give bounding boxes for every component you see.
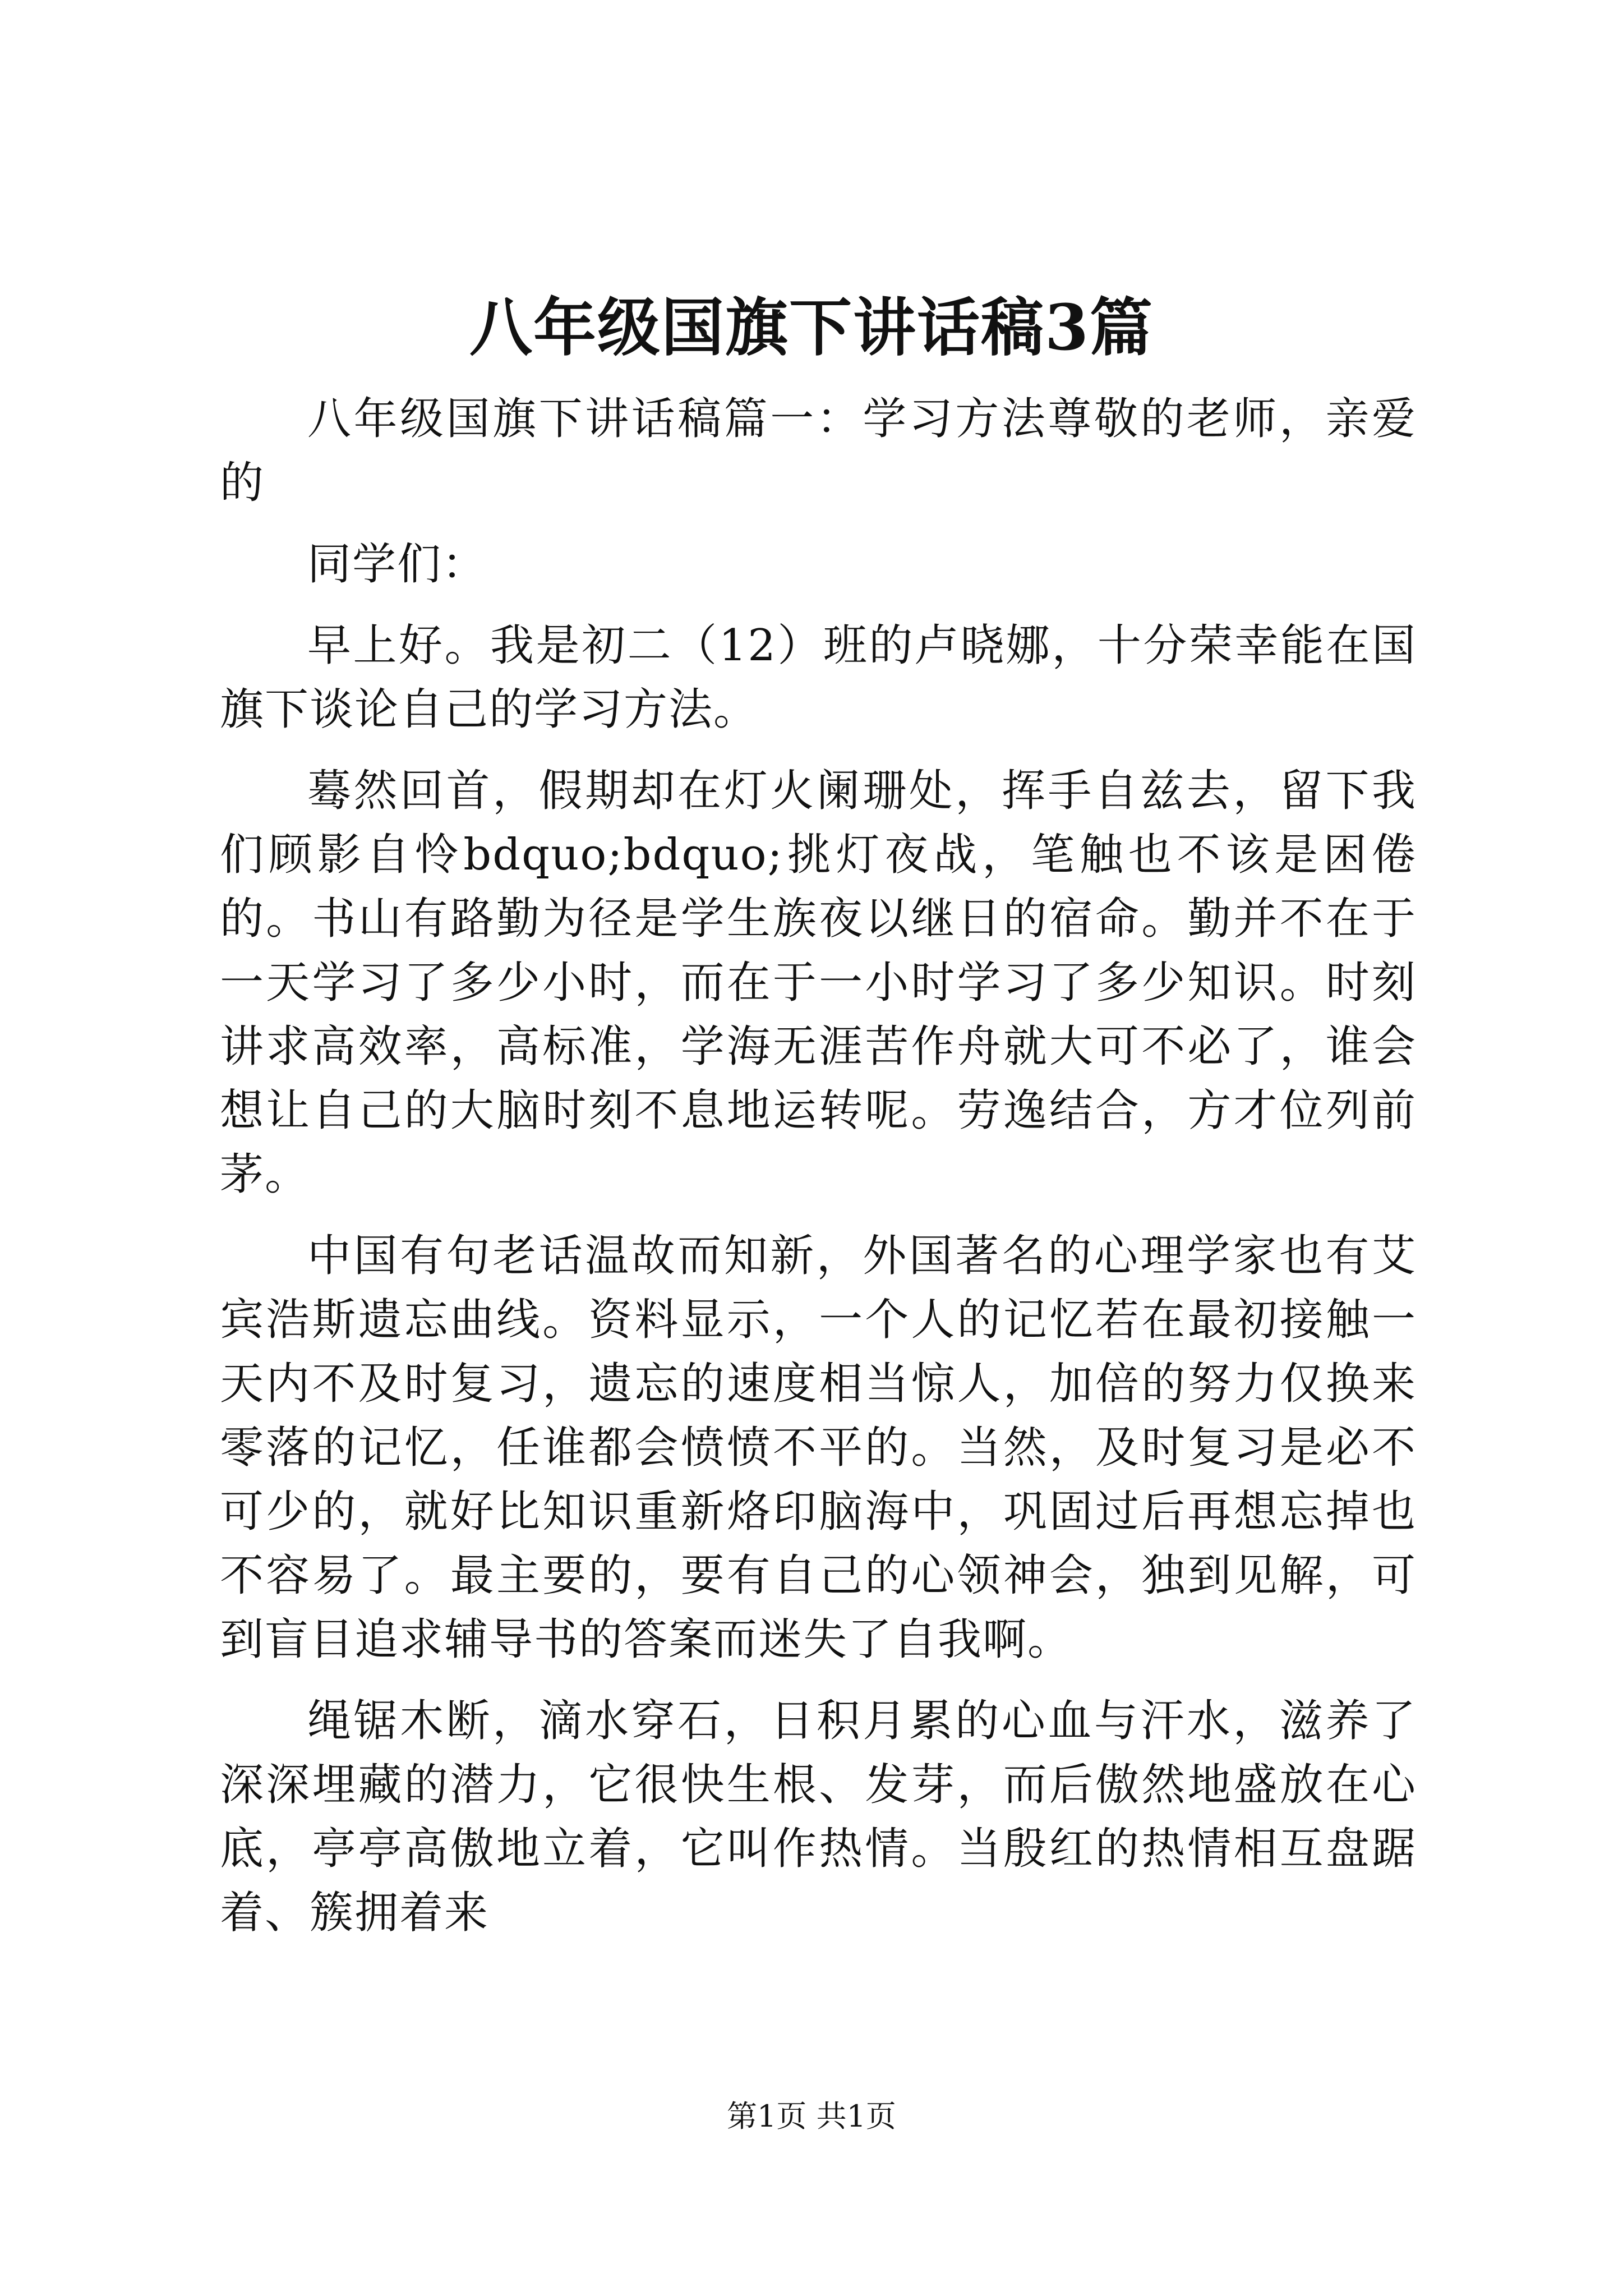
document-body: [220, 387, 1417, 1945]
paragraph: 早上好。我是初二（12）班的卢晓娜，十分荣幸能在国旗下谈论自己的学习方法。: [220, 620, 1417, 735]
paragraph: 绳锯木断，滴水穿石，日积月累的心血与汗水，滋养了深深埋藏的潜力，它很快生根、发芽，而后傲然地盛放在心底，亭亭高傲地立着，它叫作热情。当殷红的热情相互盘踞着、簇拥着来: [220, 1696, 1417, 1938]
page-footer: 第1页 共1页: [727, 2099, 896, 2134]
paragraph: 中国有句老话温故而知新，外国著名的心理学家也有艾宾浩斯遗忘曲线。资料显示，一个人的记忆若在最初接触一天内不及时复习，遗忘的速度相当惊人，加倍的努力仅换来零落的记忆，任谁都会愤愤不平的。当然，及时复习是必不可少的，就好比知识重新烙印脑海中，巩固过后再想忘掉也不容易了。最主要的，要有自己的心领神会，独到见解，可到盲目追求辅导书的答案而迷失了自我啊。: [220, 1231, 1417, 1665]
page-title: 八年级国旗下讲话稿3篇: [469, 291, 1154, 365]
paragraph: 八年级国旗下讲话稿篇一：学习方法尊敬的老师，亲爱的: [220, 394, 1417, 508]
paragraph: 同学们：: [307, 539, 487, 590]
paragraph: 蓦然回首，假期却在灯火阑珊处，挥手自兹去，留下我们顾影自怜bdquo;bdquo;挑灯夜战，笔触也不该是困倦的。书山有路勤为径是学生族夜以继日的宿命。勤并不在于一天学习了多少小时，而在于一小时学习了多少知识。时刻讲求高效率，高标准，学海无涯苦作舟就大可不必了，谁会想让自己的大脑时刻不息地运转呢。劳逸结合，方才位列前茅。: [220, 766, 1417, 1200]
